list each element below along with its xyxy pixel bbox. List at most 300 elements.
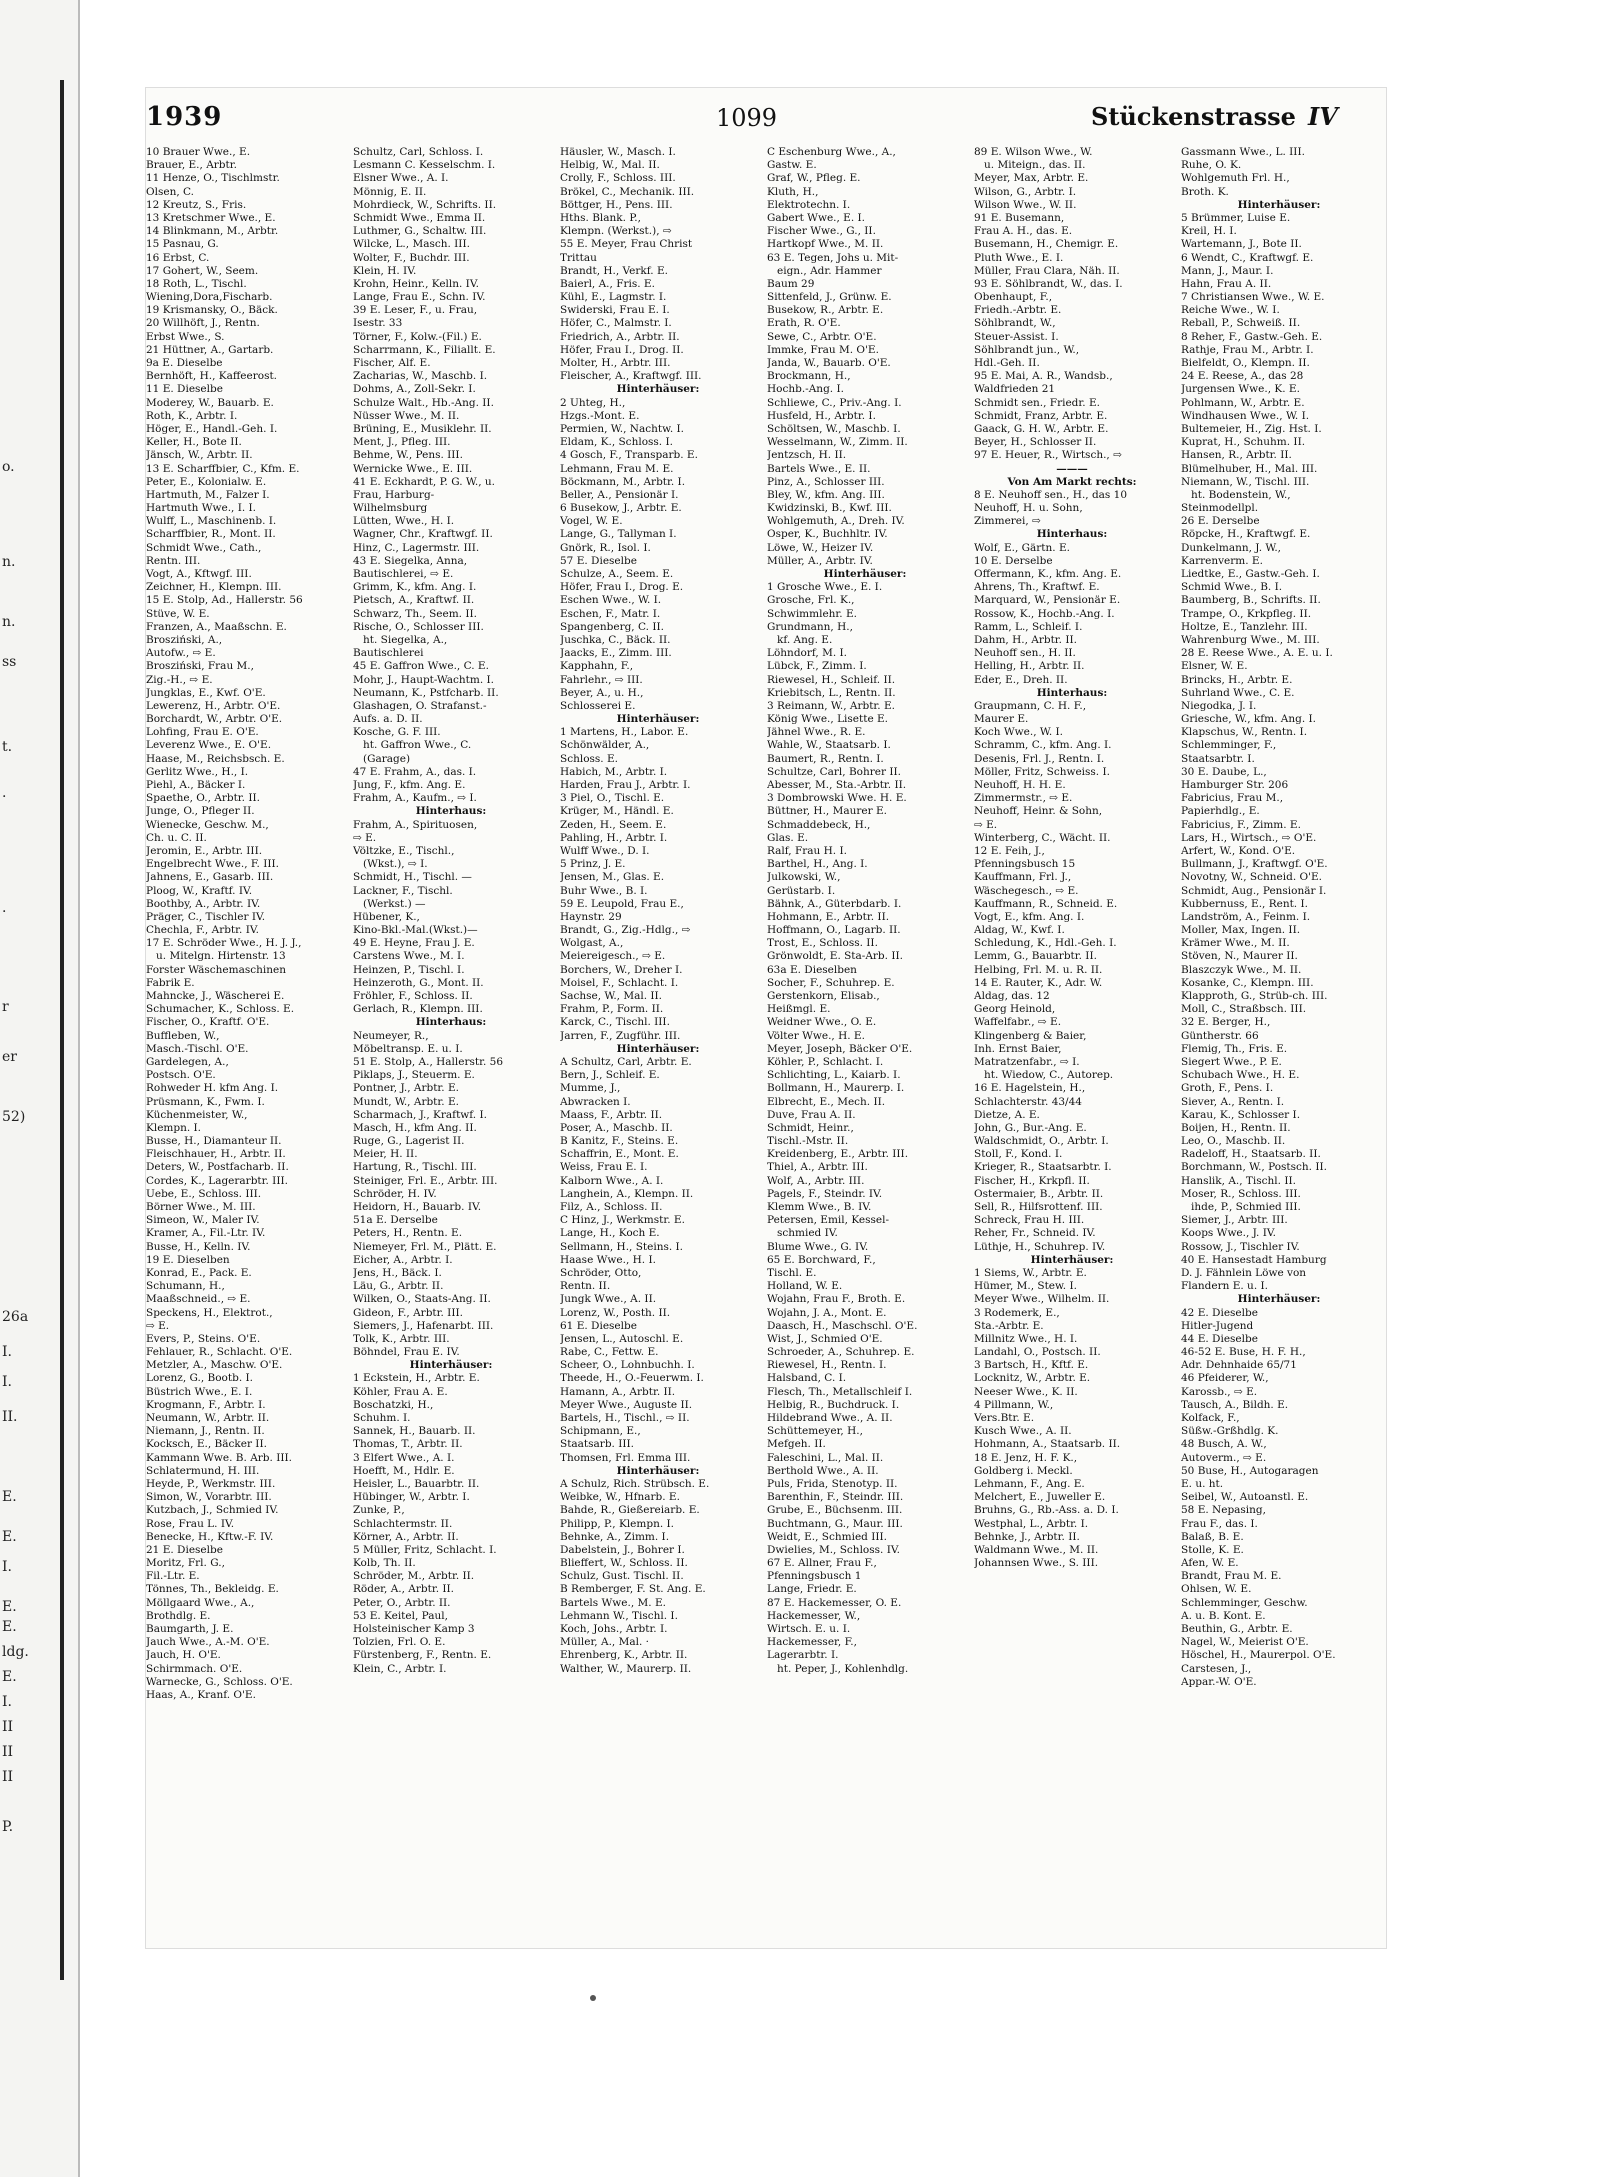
directory-entry: Nüsser Wwe., M. II. xyxy=(353,409,460,422)
directory-entry: Aufs. a. D. II. xyxy=(353,713,423,726)
directory-entry: Staatsarbtr. I. xyxy=(1181,752,1255,765)
directory-entry: Bahde, R., Gießereiarb. E. xyxy=(560,1504,700,1517)
directory-entry: Schulz, Gust. Tischl. II. xyxy=(560,1570,684,1583)
directory-entry: Jauch, H. O'E. xyxy=(146,1649,221,1662)
directory-entry: Tischl.-Mstr. II. xyxy=(767,1135,849,1148)
directory-entry: Immke, Frau M. O'E. xyxy=(767,343,879,356)
directory-entry: Karrenverm. E. xyxy=(1181,554,1263,567)
directory-entry: Lange, H., Koch E. xyxy=(560,1227,660,1240)
margin-scrap-text: n. xyxy=(2,614,16,630)
directory-entry: Flemig, Th., Fris. E. xyxy=(1181,1042,1288,1055)
directory-entry: Fahrlehr., ⇨ III. xyxy=(560,673,643,686)
directory-entry: Schulze Walt., Hb.-Ang. II. xyxy=(353,396,494,409)
directory-entry: Mohrdieck, W., Schrifts. II. xyxy=(353,198,497,211)
directory-entry: Steinmodellpl. xyxy=(1181,502,1259,515)
directory-entry: Mönnig, E. II. xyxy=(353,185,427,198)
directory-entry: Zeichner, H., Klempn. III. xyxy=(146,581,282,594)
directory-entry: Kauffmann, Frl. J., xyxy=(974,871,1072,884)
margin-scrap-text: E. xyxy=(2,1619,17,1635)
directory-entry: Wahle, W., Staatsarb. I. xyxy=(767,739,891,752)
directory-entry: Büttner, H., Maurer E. xyxy=(767,805,887,818)
directory-entry: Broth. K. xyxy=(1181,185,1229,198)
directory-entry: 18 Roth, L., Tischl. xyxy=(146,277,247,290)
directory-entry: Glashagen, O. Strafanst.- xyxy=(353,699,487,712)
directory-entry: Uebe, E., Schloss. III. xyxy=(146,1187,262,1200)
directory-entry: Törner, F., Kolw.-(Fil.) E. xyxy=(353,330,482,343)
directory-entry: 17 Gohert, W., Seem. xyxy=(146,264,259,277)
directory-entry: Elsner Wwe., A. I. xyxy=(353,172,449,185)
directory-entry: Klempn. (Werkst.), ⇨ xyxy=(560,225,672,238)
directory-entry: Kusch Wwe., A. II. xyxy=(974,1425,1072,1438)
directory-entry: 10 Brauer Wwe., E. xyxy=(146,146,251,158)
directory-entry: Kapphahn, F., xyxy=(560,660,634,673)
directory-entry: Johannsen Wwe., S. III. xyxy=(974,1557,1099,1570)
directory-entry: Schlatermund, H. III. xyxy=(146,1464,260,1477)
directory-entry: Von Am Markt rechts: xyxy=(1007,475,1137,488)
directory-entry: Gerüstarb. I. xyxy=(767,884,836,897)
directory-entry: Frau A. H., das. E. xyxy=(974,225,1073,238)
directory-entry: Grimm, K., kfm. Ang. I. xyxy=(353,581,477,594)
directory-entry: Simeon, W., Maler IV. xyxy=(146,1214,260,1227)
directory-entry: Brandt, Frau M. E. xyxy=(1181,1570,1282,1583)
directory-entry: Lüthje, H., Schuhrep. IV. xyxy=(974,1240,1106,1253)
directory-entry: 42 E. Dieselbe xyxy=(1181,1306,1258,1319)
directory-entry: Hinterhäuser: xyxy=(616,1042,700,1055)
directory-entry: Siemers, J., Hafenarbt. III. xyxy=(353,1319,494,1332)
directory-entry: Hinterhaus: xyxy=(415,805,487,818)
directory-entry: Prüsmann, K., Fwm. I. xyxy=(146,1095,265,1108)
directory-entry: ht. Siegelka, A., xyxy=(363,633,448,646)
directory-entry: Marquard, W., Pensionär E. xyxy=(974,594,1121,607)
directory-entry: Walther, W., Maurerp. II. xyxy=(560,1662,692,1675)
directory-entry: Neeser Wwe., K. II. xyxy=(974,1385,1078,1398)
directory-entry: Lagerarbtr. I. xyxy=(767,1649,839,1662)
directory-entry: Puls, Frida, Stenotyp. II. xyxy=(767,1477,898,1490)
directory-entry: Rentn. III. xyxy=(146,554,201,567)
directory-entry: 3 Reimann, W., Arbtr. E. xyxy=(767,699,895,712)
directory-entry: 48 Busch, A. W., xyxy=(1181,1438,1267,1451)
directory-entry: Aldag, das. 12 xyxy=(974,990,1050,1002)
directory-entry: Poser, A., Maschb. II. xyxy=(560,1121,673,1134)
directory-entry: Hartmuth Wwe., I. I. xyxy=(146,502,257,515)
directory-entry: Bautischlerei, ⇨ E. xyxy=(353,568,454,580)
directory-entry: Lewerenz, H., Arbtr. O'E. xyxy=(146,699,281,712)
directory-entry: Erath, R. O'E. xyxy=(767,317,841,330)
directory-entry: Autoverm., ⇨ E. xyxy=(1181,1451,1267,1464)
margin-scrap-text: I. xyxy=(2,1344,12,1360)
directory-entry: Höfer, Frau I., Drog. II. xyxy=(560,343,684,356)
directory-entry: Kammann Wwe. B. Arb. III. xyxy=(146,1451,292,1464)
directory-entry: Gastw. E. xyxy=(767,159,817,172)
directory-entry: Wartemann, J., Bote II. xyxy=(1181,238,1302,251)
directory-entry: Trost, E., Schloss. II. xyxy=(767,937,878,950)
directory-entry: Kriebitsch, L., Rentn. II. xyxy=(767,686,896,699)
directory-entry: Stüve, W. E. xyxy=(146,607,210,620)
directory-entry: Helbing, Frl. M. u. R. II. xyxy=(974,963,1103,976)
directory-entry: Jeromin, E., Arbtr. III. xyxy=(146,844,263,857)
directory-entry: Windhausen Wwe., W. I. xyxy=(1181,409,1310,422)
column-3 xyxy=(560,146,756,1936)
directory-entry: A Schulz, Rich. Strübsch. E. xyxy=(560,1477,710,1490)
directory-entry: Fehlauer, R., Schlacht. O'E. xyxy=(146,1346,293,1359)
directory-entry: Glas. E. xyxy=(767,831,809,844)
directory-entry: Moisel, F., Schlacht. I. xyxy=(560,976,679,989)
directory-entry: Jurgensen Wwe., K. E. xyxy=(1181,383,1300,396)
directory-entry: 63a E. Dieselben xyxy=(767,963,857,976)
directory-entry: Meyer Wwe., Wilhelm. II. xyxy=(974,1293,1110,1306)
directory-entry: 32 E. Berger, H., xyxy=(1181,1016,1271,1029)
directory-entry: 91 E. Busemann, xyxy=(974,211,1065,224)
directory-entry: Börner Wwe., M. III. xyxy=(146,1201,256,1213)
directory-entry: Fischer Wwe., G., II. xyxy=(767,225,876,238)
directory-entry: Jauch Wwe., A.-M. O'E. xyxy=(146,1636,270,1649)
directory-entry: Wohlgemuth Frl. H., xyxy=(1181,172,1290,185)
directory-entry: Körner, A., Arbtr. II. xyxy=(353,1530,459,1543)
directory-entry: Schultze, Carl, Bohrer II. xyxy=(767,765,901,778)
directory-entry: Hinterhäuser: xyxy=(616,713,700,726)
directory-entry: 3 Elfert Wwe., A. I. xyxy=(353,1451,455,1464)
directory-entry: Moritz, Frl. G., xyxy=(146,1557,225,1570)
directory-entry: 18 E. Jenz, H. F. K., xyxy=(974,1451,1078,1464)
directory-entry: ht. Peper, J., Kohlenhdlg. xyxy=(777,1662,909,1675)
directory-entry: Liedtke, E., Gastw.-Geh. I. xyxy=(1181,568,1320,580)
directory-entry: Scheer, O., Lohnbuchh. I. xyxy=(560,1359,695,1372)
margin-scrap-text: · xyxy=(2,789,7,805)
directory-entry: Blaszczyk Wwe., M. II. xyxy=(1181,963,1302,976)
header-page-number: 1099 xyxy=(716,104,778,132)
directory-entry: 14 Blinkmann, M., Arbtr. xyxy=(146,225,279,238)
directory-entry: Waldschmidt, O., Arbtr. I. xyxy=(974,1135,1109,1148)
directory-entry: Heidorn, H., Bauarb. IV. xyxy=(353,1201,482,1213)
directory-entry: Jentzsch, H. II. xyxy=(767,449,847,462)
directory-entry: Baum 29 xyxy=(767,277,815,290)
directory-entry: Obenhaupt, F., xyxy=(974,291,1053,304)
directory-entry: Niegodka, J. I. xyxy=(1181,699,1257,712)
directory-entry: Löwe, W., Heizer IV. xyxy=(767,541,874,554)
directory-entry: Sachse, W., Mal. II. xyxy=(560,990,663,1002)
directory-entry: Petersen, Emil, Kessel- xyxy=(767,1214,889,1227)
directory-entry: Brauer, E., Arbtr. xyxy=(146,159,237,172)
directory-entry: Küchenmeister, W., xyxy=(146,1108,248,1121)
directory-entry: Wilhelmsburg xyxy=(353,502,428,515)
directory-entry: Hths. Blank. P., xyxy=(560,211,641,224)
directory-entry: Schmid Wwe., B. I. xyxy=(1181,581,1283,594)
directory-entry: Maurer E. xyxy=(974,713,1029,726)
directory-entry: Fabricius, F., Zimm. E. xyxy=(1181,818,1301,831)
directory-entry: Elsner, W. E. xyxy=(1181,660,1248,673)
column-6 xyxy=(1181,146,1377,1936)
directory-entry: 5 Prinz, J. E. xyxy=(560,858,626,871)
directory-entry: Schipmann, E., xyxy=(560,1425,641,1438)
directory-entry: Bollmann, H., Maurerp. I. xyxy=(767,1082,905,1095)
directory-entry: Schumacher, K., Schloss. E. xyxy=(146,1003,295,1016)
directory-entry: Gassmann Wwe., L. III. xyxy=(1181,146,1305,158)
directory-entry: Schumann, H., xyxy=(146,1280,225,1293)
directory-entry: 8 E. Neuhoff sen., H., das 10 xyxy=(974,488,1128,501)
directory-entry: Röder, A., Arbtr. II. xyxy=(353,1583,455,1596)
directory-entry: 12 E. Feih, J., xyxy=(974,844,1045,857)
directory-entry: Kosanke, C., Klempn. III. xyxy=(1181,976,1314,989)
directory-entry: 6 Wendt, C., Kraftwgf. E. xyxy=(1181,251,1314,264)
directory-entry: Grube, E., Büchsenm. III. xyxy=(767,1504,903,1517)
directory-entry: Thomas, T., Arbtr. II. xyxy=(353,1438,463,1451)
directory-entry: Höschel, H., Maurerpol. O'E. xyxy=(1181,1649,1336,1662)
directory-entry: Busekow, R., Arbtr. E. xyxy=(767,304,884,317)
directory-entry: Fischer, O., Kraftf. O'E. xyxy=(146,1016,270,1029)
binding-edge xyxy=(60,80,64,1980)
directory-entry: Brockmann, H., xyxy=(767,370,851,383)
directory-entry: Läu, G., Arbtr. II. xyxy=(353,1280,444,1293)
directory-entry: Schmidt Wwe., Cath., xyxy=(146,541,262,554)
directory-entry: Swiderski, Frau E. I. xyxy=(560,304,670,317)
directory-entry: Pfenningsbusch 15 xyxy=(974,858,1076,871)
directory-entry: 9a E. Dieselbe xyxy=(146,357,223,369)
directory-entry: Leo, O., Maschb. II. xyxy=(1181,1135,1286,1148)
directory-entry: Hartkopf Wwe., M. II. xyxy=(767,238,884,251)
directory-entry: Lackner, F., Tischl. xyxy=(353,884,453,897)
directory-entry: 55 E. Meyer, Frau Christ xyxy=(560,238,693,251)
directory-entry: Schöltsen, W., Maschb. I. xyxy=(767,422,901,435)
directory-entry: Zimmermstr., ⇨ E. xyxy=(974,792,1073,805)
directory-entry: Evers, P., Steins. O'E. xyxy=(146,1332,261,1345)
directory-entry: Millnitz Wwe., H. I. xyxy=(974,1332,1078,1345)
directory-entry: 65 E. Borchward, F., xyxy=(767,1253,876,1266)
directory-entry: Schmidt Wwe., Emma II. xyxy=(353,211,486,224)
directory-entry: Engelbrecht Wwe., F. III. xyxy=(146,858,279,871)
directory-entry: 28 E. Reese Wwe., A. E. u. I. xyxy=(1181,647,1333,660)
directory-entry: 4 Gosch, F., Transparb. E. xyxy=(560,449,698,462)
directory-entry: Hoffmann, O., Lagarb. II. xyxy=(767,924,901,937)
directory-entry: Maaßschneid., ⇨ E. xyxy=(146,1293,251,1306)
directory-entry: Julkowski, W., xyxy=(767,871,841,884)
directory-entry: Fröhler, F., Schloss. II. xyxy=(353,990,473,1002)
directory-entry: Lehmann, Frau M. E. xyxy=(560,462,674,475)
directory-entry: Ment, J., Pfleg. III. xyxy=(353,436,451,449)
directory-entry: Sta.-Arbtr. E. xyxy=(974,1319,1044,1332)
directory-entry: Gerstenkorn, Elisab., xyxy=(767,990,880,1002)
directory-entry: Klingenberg & Baier, xyxy=(974,1029,1087,1042)
directory-entry: Kolb, Th. II. xyxy=(353,1557,416,1570)
directory-entry: 93 E. Söhlbrandt, W., das. I. xyxy=(974,277,1123,290)
directory-entry: Benecke, H., Kftw.-F. IV. xyxy=(146,1530,274,1543)
directory-entry: Hinterhäuser: xyxy=(823,568,907,580)
directory-entry: Pontner, J., Arbtr. E. xyxy=(353,1082,459,1095)
directory-entry: Wolgast, A., xyxy=(560,937,624,950)
directory-entry: 19 Krismansky, O., Bäck. xyxy=(146,304,278,317)
directory-entry: Köhler, Frau A. E. xyxy=(353,1385,448,1398)
directory-entry: Jensen, M., Glas. E. xyxy=(560,871,665,884)
directory-entry: Eldam, K., Schloss. I. xyxy=(560,436,673,449)
directory-entry: Baumgarth, J. E. xyxy=(146,1623,234,1635)
directory-entry: Metzler, A., Maschw. O'E. xyxy=(146,1359,283,1372)
directory-entry: Zeden, H., Seem. E. xyxy=(560,818,667,831)
directory-entry: Brosziński, Frau M., xyxy=(146,660,254,673)
directory-entry: Müller, A., Arbtr. IV. xyxy=(767,554,873,567)
directory-entry: Kluth, H., xyxy=(767,185,819,198)
directory-entry: Lohfing, Frau E. O'E. xyxy=(146,726,259,739)
directory-entry: 63 E. Tegen, Johs u. Mit- xyxy=(767,251,899,264)
directory-page xyxy=(146,88,1386,1948)
margin-scrap-text: 26a xyxy=(2,1309,29,1325)
directory-entry: 47 E. Frahm, A., das. I. xyxy=(353,765,477,778)
directory-entry: Büstrich Wwe., E. I. xyxy=(146,1385,253,1398)
directory-entry: Wolter, F., Buchdr. III. xyxy=(353,251,470,264)
directory-entry: ⇨ E. xyxy=(146,1319,170,1332)
directory-entry: Barthel, H., Ang. I. xyxy=(767,858,868,871)
directory-entry: Keller, H., Bote II. xyxy=(146,436,242,449)
directory-entry: Kreil, H. I. xyxy=(1181,225,1237,238)
directory-entry: 3 Dombrowski Wwe. H. E. xyxy=(767,792,907,805)
directory-entry: Koch Wwe., W. I. xyxy=(974,726,1063,739)
directory-entry: Westphal, L., Arbtr. I. xyxy=(974,1517,1089,1530)
directory-entry: Hansen, R., Arbtr. II. xyxy=(1181,449,1292,462)
directory-entry: Sell, R., Hilfsrottenf. III. xyxy=(974,1201,1103,1213)
directory-entry: Schlemminger, Geschw. xyxy=(1181,1596,1308,1609)
directory-entry: Mundt, W., Arbtr. E. xyxy=(353,1095,459,1108)
directory-entry: Siever, A., Rentn. I. xyxy=(1181,1095,1285,1108)
directory-entry: Dohms, A., Zoll-Sekr. I. xyxy=(353,383,476,396)
directory-entry: 17 E. Schröder Wwe., H. J. J., xyxy=(146,937,302,950)
directory-entry: Fischer, H., Krkpfl. II. xyxy=(974,1174,1090,1187)
directory-entry: Hinterhaus: xyxy=(1036,686,1108,699)
directory-entry: Gaack, G. H. W., Arbtr. E. xyxy=(974,422,1109,435)
directory-entry: Klempn. I. xyxy=(146,1121,202,1134)
directory-entry: Meyer, Joseph, Bäcker O'E. xyxy=(767,1042,913,1055)
directory-entry: Forster Wäschemaschinen xyxy=(146,963,286,976)
directory-entry: Moller, Max, Ingen. II. xyxy=(1181,924,1301,937)
directory-entry: Piklaps, J., Steuerm. E. xyxy=(353,1069,475,1082)
margin-scrap-text: n. xyxy=(2,554,16,570)
directory-entry: Hamann, A., Arbtr. II. xyxy=(560,1385,676,1398)
directory-entry: Ruhe, O. K. xyxy=(1181,159,1242,172)
directory-entry: Heinzen, P., Tischl. I. xyxy=(353,963,465,976)
directory-entry: Graupmann, C. H. F., xyxy=(974,699,1087,712)
margin-scrap-text: E. xyxy=(2,1669,17,1685)
directory-entry: Schlachtermstr. II. xyxy=(353,1517,453,1530)
directory-entry: Thiel, A., Arbtr. III. xyxy=(767,1161,868,1174)
directory-entry: Theede, H., O.-Feuerwm. I. xyxy=(560,1372,704,1385)
directory-entry: Jänsch, W., Arbtr. II. xyxy=(146,449,253,462)
directory-entry: Ralf, Frau H. I. xyxy=(767,844,847,857)
directory-entry: Beller, A., Pensionär I. xyxy=(560,488,679,501)
directory-entry: Steiniger, Frl. E., Arbtr. III. xyxy=(353,1174,498,1187)
directory-entry: Wojahn, Frau F., Broth. E. xyxy=(767,1293,906,1306)
directory-entry: Bernhöft, H., Kaffeerost. xyxy=(146,370,278,383)
margin-scrap-text: E. xyxy=(2,1529,17,1545)
directory-entry: Ohlsen, W. E. xyxy=(1181,1583,1252,1596)
column-4 xyxy=(767,146,963,1936)
directory-entry: Faleschini, L., Mal. II. xyxy=(767,1451,884,1464)
directory-entry: Brothdlg. E. xyxy=(146,1609,211,1622)
directory-entry: Kuprat, H., Schuhm. II. xyxy=(1181,436,1306,449)
directory-entry: Hübinger, W., Arbtr. I. xyxy=(353,1491,470,1504)
directory-entry: Schmidt sen., Friedr. E. xyxy=(974,396,1100,409)
directory-entry: Hartung, R., Tischl. III. xyxy=(353,1161,477,1174)
directory-entry: Schuhm. I. xyxy=(353,1412,411,1424)
directory-entry: 67 E. Allner, Frau F., xyxy=(767,1557,877,1570)
directory-entry: Locknitz, W., Arbtr. E. xyxy=(974,1372,1091,1385)
directory-entry: Peter, E., Kolonialw. E. xyxy=(146,475,267,488)
directory-entry: Peter, O., Arbtr. II. xyxy=(353,1596,451,1609)
directory-entry: Inh. Ernst Baier, xyxy=(974,1042,1062,1055)
directory-entry: 89 E. Wilson Wwe., W. xyxy=(974,146,1093,158)
directory-entry: Grundmann, H., xyxy=(767,620,853,633)
directory-entry: Erbst Wwe., S. xyxy=(146,330,225,343)
directory-entry: D. J. Fähnlein Löwe von xyxy=(1181,1266,1307,1279)
directory-entry: Stoll, F., Kond. I. xyxy=(974,1148,1063,1161)
directory-entry: Höfer, Frau I., Drog. E. xyxy=(560,581,684,594)
directory-entry: Hochb.-Ang. I. xyxy=(767,383,844,396)
directory-entry: Boothby, A., Arbtr. IV. xyxy=(146,897,261,910)
directory-entry: Frau F., das. I. xyxy=(1181,1517,1258,1530)
directory-columns xyxy=(146,146,1386,1936)
directory-entry: Langhein, A., Klempn. II. xyxy=(560,1187,694,1200)
directory-entry: Daasch, H., Maschschl. O'E. xyxy=(767,1319,918,1332)
directory-entry: 97 E. Heuer, R., Wirtsch., ⇨ xyxy=(974,449,1122,462)
directory-entry: Carstens Wwe., M. I. xyxy=(353,950,465,963)
directory-entry: Röpcke, H., Kraftwgf. E. xyxy=(1181,528,1311,541)
directory-entry: Hümer, M., Stew. I. xyxy=(974,1280,1077,1293)
directory-entry: Habich, M., Arbtr. I. xyxy=(560,765,668,778)
directory-entry: B Remberger, F. St. Ang. E. xyxy=(560,1583,706,1596)
directory-entry: Lehmann, F., Ang. E. xyxy=(974,1477,1085,1490)
directory-entry: Socher, F., Schuhrep. E. xyxy=(767,976,895,989)
directory-entry: Riewesel, H., Rentn. I. xyxy=(767,1359,887,1372)
directory-entry: Hildebrand Wwe., A. II. xyxy=(767,1412,893,1424)
directory-entry: Hinterhäuser: xyxy=(616,383,700,396)
directory-entry: Lehmann W., Tischl. I. xyxy=(560,1609,678,1622)
directory-entry: Chechla, F., Arbtr. IV. xyxy=(146,924,259,937)
directory-entry: Zimmerei, ⇨ xyxy=(974,515,1041,528)
directory-entry: Neumeyer, R., xyxy=(353,1029,429,1042)
directory-entry: Niemann, W., Tischl. III. xyxy=(1181,475,1310,488)
directory-entry: 45 E. Gaffron Wwe., C. E. xyxy=(353,660,489,673)
directory-entry: Karck, C., Tischl. III. xyxy=(560,1016,670,1029)
previous-page-scrap xyxy=(0,0,80,2177)
directory-entry: Schreck, Frau H. III. xyxy=(974,1214,1085,1227)
directory-entry: Schulze, A., Seem. E. xyxy=(560,568,674,580)
directory-entry: 24 E. Reese, A., das 28 xyxy=(1181,370,1304,383)
directory-entry: 10 E. Derselbe xyxy=(974,554,1053,567)
column-2 xyxy=(353,146,549,1936)
margin-scrap-text: E. xyxy=(2,1599,17,1615)
directory-entry: Jarren, F., Zugführ. III. xyxy=(560,1029,681,1042)
directory-entry: Borchmann, W., Postsch. II. xyxy=(1181,1161,1327,1174)
directory-entry: Spangenberg, C. II. xyxy=(560,620,664,633)
directory-entry: 19 E. Dieselben xyxy=(146,1253,230,1266)
directory-entry: Sittenfeld, J., Grünw. E. xyxy=(767,291,892,304)
directory-entry: Kolfack, F., xyxy=(1181,1412,1240,1424)
directory-entry: Völter Wwe., H. E. xyxy=(767,1029,865,1042)
directory-entry: Hohmann, A., Staatsarb. II. xyxy=(974,1438,1121,1451)
directory-entry: 6 Busekow, J., Arbtr. E. xyxy=(560,502,682,515)
directory-entry: ht. Wiedow, C., Autorep. xyxy=(984,1069,1114,1082)
directory-entry: E. u. ht. xyxy=(1181,1477,1224,1490)
directory-entry: Kühl, E., Lagmstr. I. xyxy=(560,291,667,304)
directory-entry: 21 E. Dieselbe xyxy=(146,1543,223,1556)
directory-entry: C Eschenburg Wwe., A., xyxy=(767,146,896,158)
directory-entry: Tischl. E. xyxy=(767,1266,817,1279)
directory-entry: Harden, Frau J., Arbtr. I. xyxy=(560,779,691,791)
directory-entry: Molter, H., Arbtr. III. xyxy=(560,357,671,369)
directory-entry: Abwracken I. xyxy=(560,1095,631,1108)
directory-entry: Rabe, C., Fettw. E. xyxy=(560,1346,659,1359)
directory-entry: Scharffbier, R., Mont. II. xyxy=(146,528,276,541)
directory-entry: 13 Kretschmer Wwe., E. xyxy=(146,211,276,224)
directory-entry: Warnecke, G., Schloss. O'E. xyxy=(146,1675,293,1688)
directory-entry: Waldfrieden 21 xyxy=(974,383,1056,396)
directory-entry: Brandt, G., Zig.-Hdlg., ⇨ xyxy=(560,924,691,937)
